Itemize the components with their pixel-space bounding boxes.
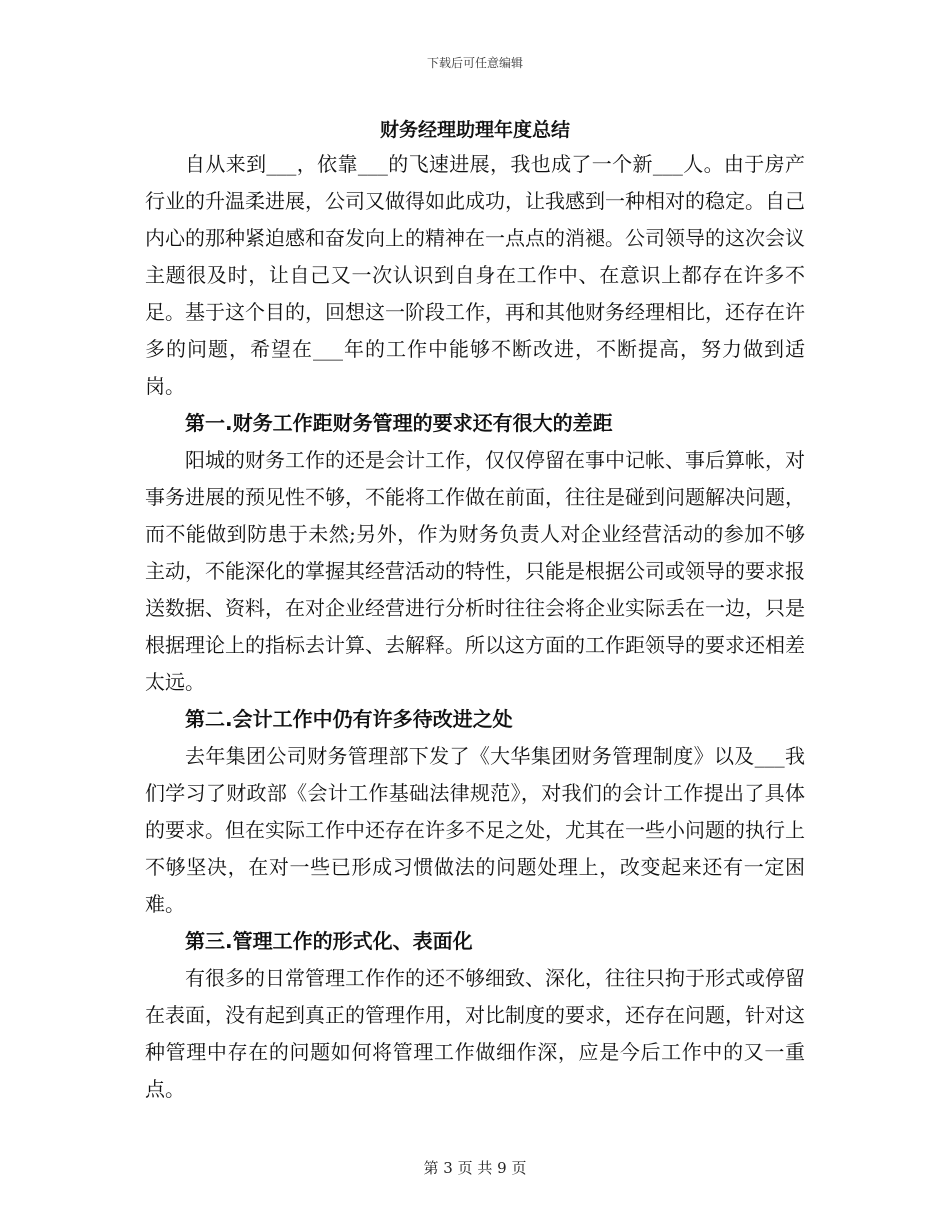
section-2-heading: 第二.会计工作中仍有许多待改进之处 [185, 707, 513, 731]
section-1-heading: 第一.财务工作距财务管理的要求还有很大的差距 [185, 411, 613, 435]
document-body [145, 146, 805, 1108]
section-3-heading: 第三.管理工作的形式化、表面化 [185, 929, 473, 953]
header-note: 下载后可任意编辑 [426, 56, 523, 70]
section-2-body: 去年集团公司财务管理部下发了《大华集团财务管理制度》以及___我们学习了财政部《会计工作基础法律规范》，对我们的会计工作提出了具体的要求。但在实际工作中还存在许多不足之处，尤其在一些小问题的执行上不够坚决，在对一些已形成习惯做法的问题处理上，改变起来还有一定困难。 [145, 744, 805, 916]
section-1-body: 阳城的财务工作的还是会计工作，仅仅停留在事中记帐、事后算帐，对事务进展的预见性不够，不能将工作做在前面，往往是碰到问题解决问题，而不能做到防患于未然;另外，作为财务负责人对企业经营活动的参加不够主动，不能深化的掌握其经营活动的特性，只能是根据公司或领导的要求报送数据、资料，在对企业经营进行分析时往往会将企业实际丢在一边，只是根据理论上的指标去计算、去解释。所以这方面的工作距领导的要求还相差太远。 [145, 448, 805, 694]
section-3-body: 有很多的日常管理工作作的还不够细致、深化，往往只拘于形式或停留在表面，没有起到真正的管理作用，对比制度的要求，还存在问题，针对这种管理中存在的问题如何将管理工作做细作深，应是今后工作中的又一重点。 [145, 966, 805, 1101]
document-title: 财务经理助理年度总结 [379, 119, 570, 141]
intro-paragraph: 自从来到___，依靠___的飞速进展，我也成了一个新___人。由于房产行业的升温柔进展，公司又做得如此成功，让我感到一种相对的稳定。自己内心的那种紧迫感和奋发向上的精神在一点点的消褪。公司领导的这次会议主题很及时，让自己又一次认识到自身在工作中、在意识上都存在许多不足。基于这个目的，回想这一阶段工作，再和其他财务经理相比，还存在许多的问题，希望在___年的工作中能够不断改进，不断提高，努力做到适岗。 [145, 152, 805, 398]
page-number-footer: 第 3 页 共 9 页 [423, 1159, 527, 1177]
